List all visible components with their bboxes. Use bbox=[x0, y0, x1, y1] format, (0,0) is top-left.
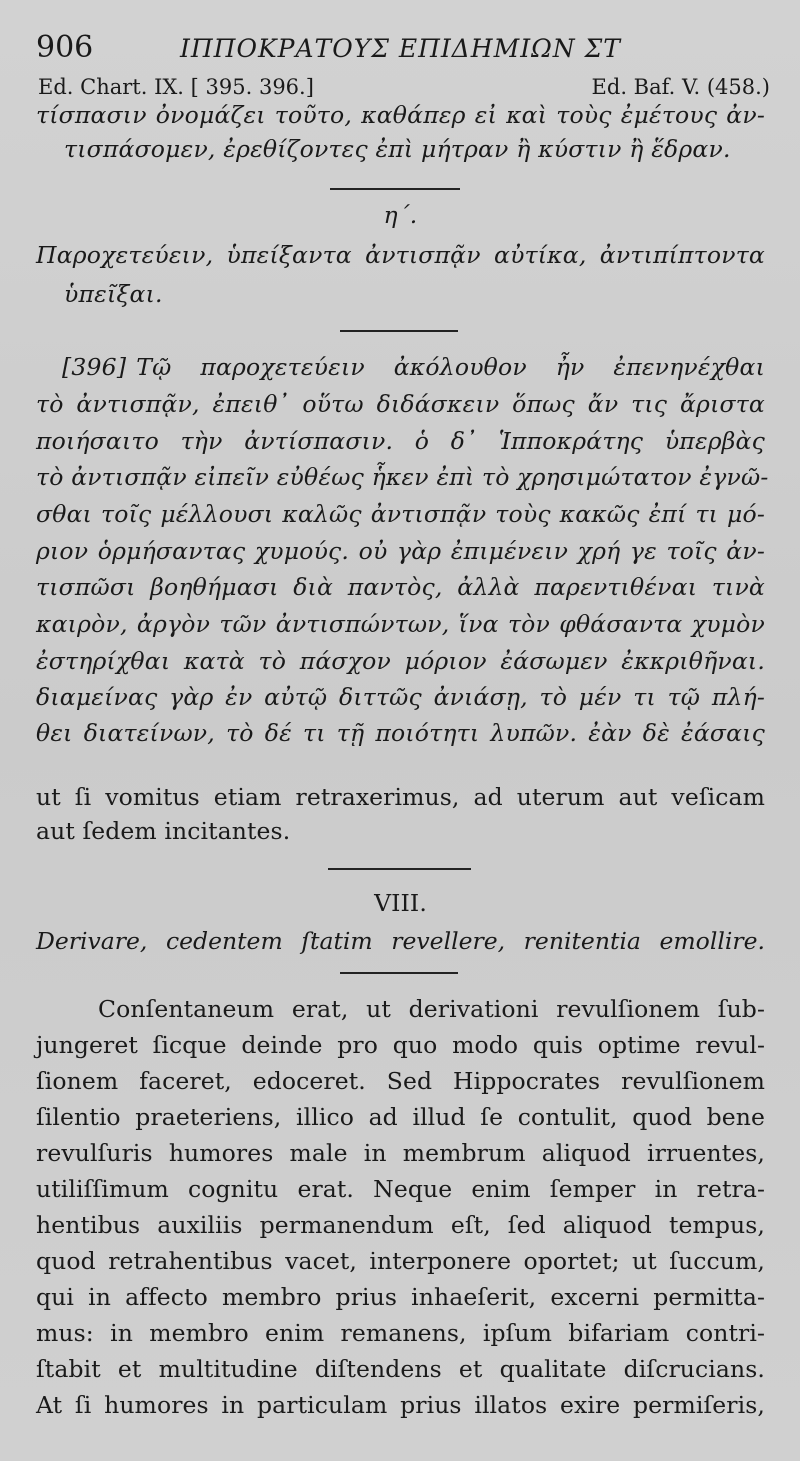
latin-commentary-line: ſilentio praeteriens, illico ad illud ſe contulit, quod bene bbox=[36, 1103, 765, 1131]
greek-commentary-line bbox=[62, 353, 765, 381]
section-divider bbox=[330, 188, 460, 190]
page-marker: [396] bbox=[62, 353, 127, 381]
edition-reference-right: Ed. Baf. V. (458.) bbox=[591, 75, 770, 99]
latin-commentary-line: ſionem faceret, edoceret. Sed Hippocrates revulſionem bbox=[36, 1067, 765, 1095]
latin-commentary-line: hentibus auxiliis permanendum eſt, ſed aliquod tempus, bbox=[36, 1211, 765, 1239]
greek-commentary-line: ἐστηρίχθαι κατὰ τὸ πάσχον μόριον ἐάσωμεν ἐκκριθῆναι. bbox=[36, 647, 765, 675]
running-title: ΙΠΠΟΚΡΑΤΟΥΣ ΕΠΙΔΗΜΙΩΝ ΣΤ bbox=[180, 34, 621, 63]
greek-commentary-line: τισπῶσι βοηθήμασι διὰ παντὸς, ἀλλὰ παρεντιθέναι τινὰ bbox=[36, 573, 765, 601]
latin-commentary-line: At ſi humores in particulam prius illatos exire permiſeris, bbox=[36, 1391, 765, 1419]
latin-commentary-line: Conſentaneum erat, ut derivationi revulſionem ſub- bbox=[98, 995, 765, 1023]
greek-aphorism-line: ὑπεῖξαι. bbox=[64, 280, 163, 308]
latin-intro-line: ut ſi vomitus etiam retraxerimus, ad uterum aut veſicam bbox=[36, 783, 765, 811]
greek-commentary-text: Τῷ παροχετεύειν ἀκόλουθον ἦν ἐπενηνέχθαι bbox=[136, 353, 765, 381]
greek-commentary-line: ποιήσαιτο τὴν ἀντίσπασιν. ὁ δ᾽ Ἱπποκράτης ὑπερβὰς bbox=[36, 427, 765, 455]
greek-aphorism-line: Παροχετεύειν, ὑπείξαντα ἀντισπᾷν αὐτίκα, ἀντιπίπτοντα bbox=[36, 241, 765, 269]
greek-commentary-line: τὸ ἀντισπᾷν, ἐπειθ᾽ οὕτω διδάσκειν ὅπως ἄν τις ἄριστα bbox=[36, 390, 765, 418]
section-divider bbox=[340, 330, 458, 332]
latin-commentary-line: mus: in membro enim remanens, ipſum bifariam contri- bbox=[36, 1319, 765, 1347]
latin-commentary-line: qui in affecto membro prius inhaeſerit, excerni permitta- bbox=[36, 1283, 765, 1311]
latin-commentary-line: revulſuris humores male in membrum aliquod irruentes, bbox=[36, 1139, 765, 1167]
latin-commentary-line: quod retrahentibus vacet, interponere oportet; ut ſuccum, bbox=[36, 1247, 765, 1275]
greek-commentary-line: διαμείνας γὰρ ἐν αὐτῷ διττῶς ἀνιάσῃ, τὸ μέν τι τῷ πλή- bbox=[36, 683, 765, 711]
greek-commentary-line: θει διατείνων, τὸ δέ τι τῇ ποιότητι λυπῶν. ἐὰν δὲ ἐάσαις bbox=[36, 719, 765, 747]
greek-intro-line: τίσπασιν ὀνομάζει τοῦτο, καθάπερ εἰ καὶ τοὺς ἐμέτους ἀν- bbox=[36, 101, 765, 129]
edition-reference-left: Ed. Chart. IX. [ 395. 396.] bbox=[38, 75, 314, 99]
greek-commentary-line: καιρὸν, ἀργὸν τῶν ἀντισπώντων, ἵνα τὸν φθάσαντα χυμὸν bbox=[36, 610, 765, 638]
latin-intro-line: aut ſedem incitantes. bbox=[36, 817, 291, 845]
page-number: 906 bbox=[36, 30, 94, 65]
greek-intro-line: τισπάσομεν, ἐρεθίζοντες ἐπὶ μήτραν ἢ κύστιν ἢ ἕδραν. bbox=[64, 135, 731, 163]
latin-aphorism: Derivare, cedentem ſtatim revellere, renitentia emollire. bbox=[36, 927, 765, 955]
latin-commentary-line: ſtabit et multitudine diſtendens et qualitate diſcrucians. bbox=[36, 1355, 765, 1383]
greek-commentary-line: ριον ὁρμήσαντας χυμούς. οὐ γὰρ ἐπιμένειν χρή γε τοῖς ἀν- bbox=[36, 537, 765, 565]
latin-section-number: VIII. bbox=[374, 889, 427, 917]
latin-commentary-line: utiliſſimum cognitu erat. Neque enim ſemper in retra- bbox=[36, 1175, 765, 1203]
section-divider bbox=[340, 972, 458, 974]
latin-commentary-line: jungeret ſicque deinde pro quo modo quis optime revul- bbox=[36, 1031, 765, 1059]
greek-commentary-line: σθαι τοῖς μέλλουσι καλῶς ἀντισπᾷν τοὺς κακῶς ἐπί τι μό- bbox=[36, 500, 765, 528]
greek-section-number: η΄. bbox=[383, 201, 418, 229]
greek-commentary-line: τὸ ἀντισπᾷν εἰπεῖν εὐθέως ἧκεν ἐπὶ τὸ χρησιμώτατον ἐγνῶ- bbox=[36, 463, 769, 491]
section-divider bbox=[328, 868, 471, 870]
